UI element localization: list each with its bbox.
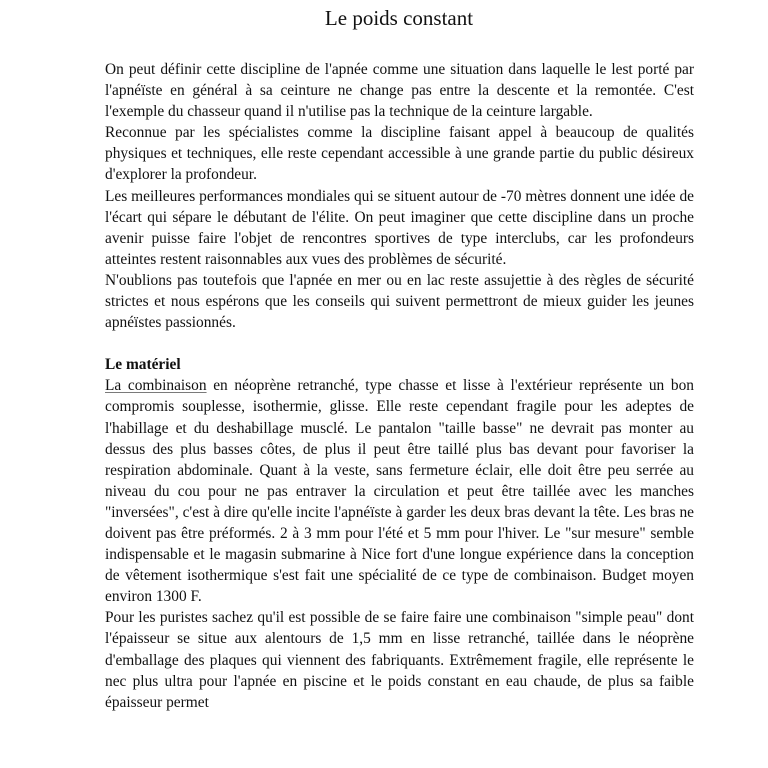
page-title: Le poids constant xyxy=(324,6,474,30)
underlined-term: La combinaison xyxy=(105,377,207,395)
intro-paragraph-3: Les meilleures performances mondiales qui se situent autour de -70 mètres donnent une idée de l'écart qui sépare le débutant de l'élite. On peut imaginer que cette discipline dans un proche avenir puisse faire l'objet de rencontres sportives de type interclubs, car les profondeurs atteintes restent raisonnables aux vues des problèmes de sécurité. xyxy=(105,187,694,268)
intro-paragraph-4: N'oublions pas toutefois que l'apnée en mer ou en lac reste assujettie à des règles de sécurité strictes et nous espérons que les conseils qui suivent permettront de mieux guider les jeunes apnéïstes passionnés. xyxy=(105,271,694,332)
intro-paragraph-2: Reconnue par les spécialistes comme la discipline faisant appel à beaucoup de qualités physiques et techniques, elle reste cependant accessible à une grande partie du public désireux d'explorer la profondeur. xyxy=(105,124,694,184)
paragraph-spacer xyxy=(105,333,694,354)
intro-paragraph-1: On peut définir cette discipline de l'apnée comme une situation dans laquelle le lest porté par l'apnéïste en général à sa ceinture ne change pas entre la descente et la remontée. C'est l'exemple du chasseur quand il n'utilise pas la technique de la ceinture largable. xyxy=(105,61,694,121)
section-paragraph-2: Pour les puristes sachez qu'il est possible de se faire faire une combinaison "simple peau" dont l'épaisseur se situe aux alentours de 1,5 mm en lisse retranché, taillée dans le néoprène d'emballage des plaques qui viennent des fabriquants. Extrêmement fragile, elle représente le nec plus ultra pour l'apnée en piscine et le poids constant en eau chaude, de plus sa faible épaisseur permet xyxy=(105,609,694,711)
section-heading: Le matériel xyxy=(105,356,181,374)
section-paragraph-1-text: en néoprène retranché, type chasse et lisse à l'extérieur représente un bon compromis souplesse, isothermie, glisse. Elle reste cependant fragile pour les adeptes de l'habillage et du deshabillage musclé. Le pantalon "taille basse" ne devrait pas monter au dessus des plus basses côtes, de plus il peut être taillé plus bas devant pour favoriser la respiration abdominale. Quant à la veste, sans fermeture éclair, elle doit être peu serrée au niveau du cou pour ne pas entraver la circulation et peut être taillée avec les manches "inversées", c'est à dire qu'elle incite l'apnéïste à garder les deux bras devant la tête. Les bras ne doivent pas être préformés. 2 à 3 mm pour l'été et 5 mm pour l'hiver. Le "sur mesure" semble indispensable et le magasin submarine à Nice fort d'une longue expérience dans la conception de vêtement isothermique s'est fait une spécialité de ce type de combinaison. Budget moyen environ 1300 F. xyxy=(105,377,694,606)
document-body xyxy=(105,59,694,713)
section-paragraph-1 xyxy=(105,375,694,607)
